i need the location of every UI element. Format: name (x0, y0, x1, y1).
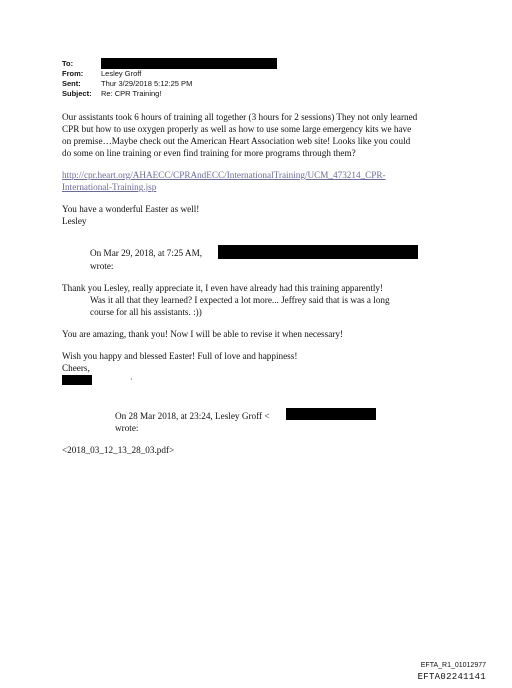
reply-paragraph: Wish you happy and blessed Easter! Full of love and happiness! (62, 351, 298, 361)
redaction-signature (62, 375, 92, 385)
quote-wrote: wrote: (115, 423, 139, 433)
sent-row (62, 79, 192, 89)
body-line: Our assistants took 6 hours of training all together (3 hours for 2 sessions) They not only learned (62, 112, 418, 122)
redaction-sender (218, 245, 418, 259)
to-row (62, 59, 101, 69)
quote-wrote: wrote: (90, 261, 114, 271)
stray-dot: · (130, 375, 133, 384)
reply-paragraph: You are amazing, thank you! Now I will be able to revise it when necessary! (62, 329, 343, 339)
aha-link[interactable]: http://cpr.heart.org/AHAECC/CPRAndECC/InternationalTraining/UCM_473214_CPR- (62, 170, 386, 180)
from-row (62, 69, 141, 79)
from-label: From: (62, 69, 84, 78)
closing-line: You have a wonderful Easter as well! (62, 204, 200, 214)
body-line: CPR but how to use oxygen properly as well as how to use some large emergency kits we have (62, 124, 412, 134)
body-line: do some on line training or even find training for more programs through them? (62, 148, 356, 158)
reply-line: course for all his assistants. :)) (90, 307, 202, 317)
footer-id-large: EFTA02241141 (417, 672, 486, 682)
sent-value: Thur 3/29/2018 5:12:25 PM (101, 79, 193, 88)
reply-signoff: Cheers, (62, 363, 90, 373)
subject-label: Subject: (62, 89, 92, 98)
subject-row (62, 89, 161, 99)
reply-line: Was it all that they learned? I expected a lot more... Jeffrey said that is was a long (90, 295, 390, 305)
quote-header: On Mar 29, 2018, at 7:25 AM, (90, 248, 203, 258)
subject-value: Re: CPR Training! (101, 89, 162, 98)
closing-signature: Lesley (62, 216, 87, 226)
sent-label: Sent: (62, 79, 81, 88)
reply-line: Thank you Lesley, really appreciate it, I even have already had this training apparently! (62, 283, 384, 293)
body-line: on premise…Maybe check out the American Heart Association web site! Looks like you could (62, 136, 411, 146)
to-label: To: (62, 59, 74, 68)
footer-id-small: EFTA_R1_01012977 (420, 662, 486, 669)
from-value: Lesley Groff (101, 69, 142, 78)
attachment-name[interactable]: <2018_03_12_13_28_03.pdf> (62, 445, 175, 455)
redaction-email (286, 408, 376, 420)
redaction-to (101, 58, 277, 69)
aha-link-continued[interactable]: International-Training.jsp (62, 182, 157, 192)
quote-header: On 28 Mar 2018, at 23:24, Lesley Groff < (115, 411, 270, 421)
